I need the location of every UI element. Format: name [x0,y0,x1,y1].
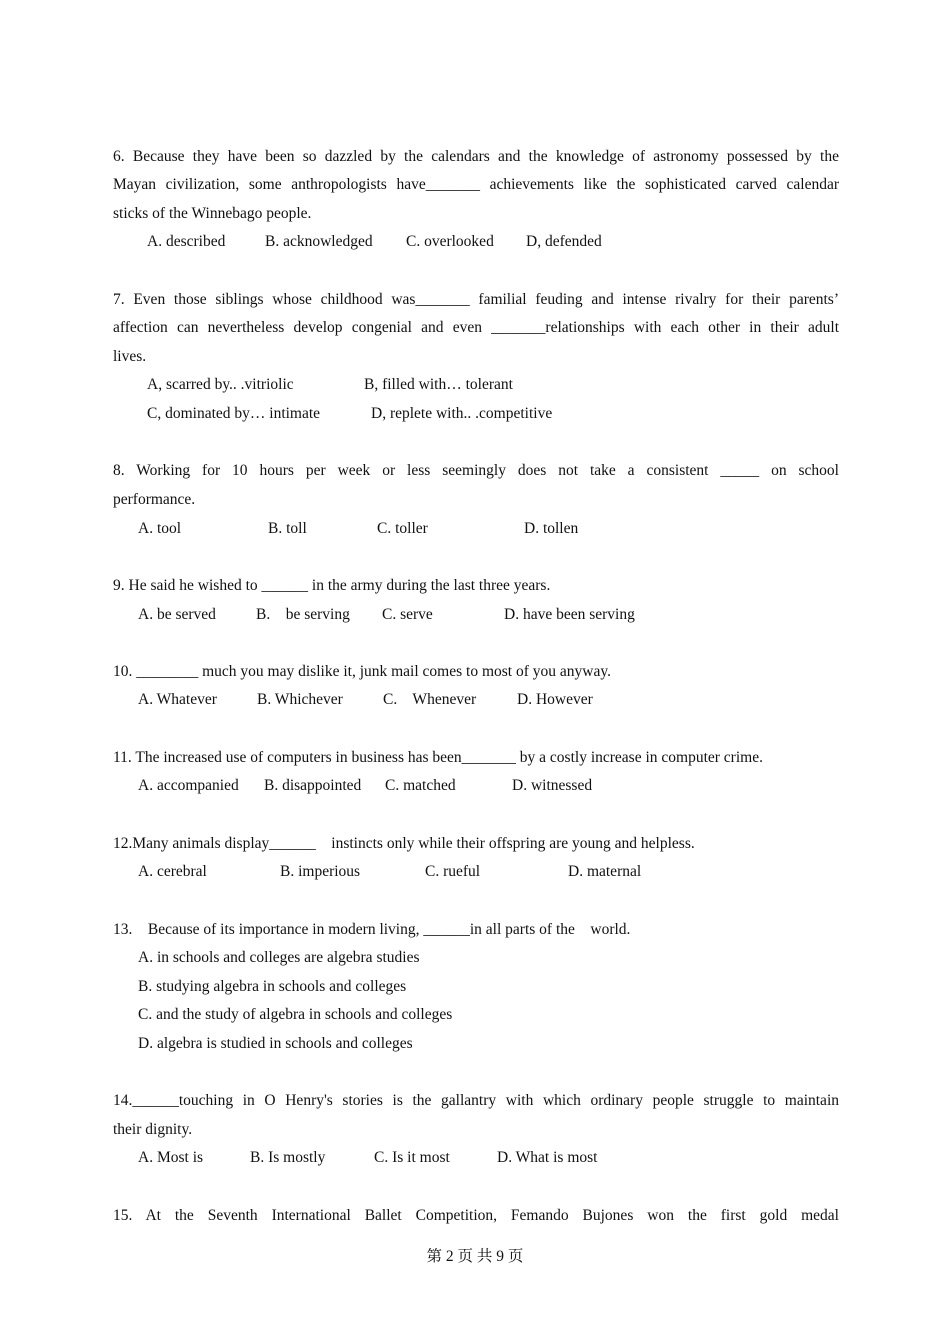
q9-option-a: A. be served [138,606,216,623]
q9-option-c: C. serve [382,606,433,623]
q7-option-a: A, scarred by.. .vitriolic [147,376,294,393]
q7-option-c: C, dominated by… intimate [147,405,321,422]
q9-option-b: B. be serving [256,606,350,623]
q7-line-1: 7. Even those siblings whose childhood was_______ familial feuding and intense rivalry for their parents’ [113,291,839,308]
q7-option-d: D, replete with.. .competitive [371,405,553,422]
q10-line-1: 10. ________ much you may dislike it, junk mail comes to most of you anyway. [113,663,611,680]
q6-line-1: 6. Because they have been so dazzled by the calendars and the knowledge of astronomy possessed by the [113,148,839,165]
q13-option-a: A. in schools and colleges are algebra studies [138,949,420,966]
q8-option-d: D. tollen [524,520,579,537]
q8-line-1: 8. Working for 10 hours per week or less seemingly does not take a consistent _____ on school [113,462,839,479]
q6-option-b: B. acknowledged [265,233,373,250]
q14-line-2: their dignity. [113,1121,193,1138]
q8-option-c: C. toller [377,520,428,537]
q7-line-3: lives. [113,348,147,365]
q13-option-d: D. algebra is studied in schools and colleges [138,1035,413,1052]
q9-option-d: D. have been serving [504,606,635,623]
q14-option-c: C. Is it most [374,1149,450,1166]
q12-option-a: A. cerebral [138,863,207,880]
q10-option-a: A. Whatever [138,691,217,708]
q13-option-c: C. and the study of algebra in schools and colleges [138,1006,453,1023]
q6-line-2: Mayan civilization, some anthropologists have_______ achievements like the sophisticated carved calendar [113,176,839,193]
q11-option-c: C. matched [385,777,456,794]
q10-option-d: D. However [517,691,593,708]
q6-line-3: sticks of the Winnebago people. [113,205,312,222]
q14-option-d: D. What is most [497,1149,598,1166]
q13-option-b: B. studying algebra in schools and colleges [138,978,407,995]
q11-option-a: A. accompanied [138,777,239,794]
q9-line-1: 9. He said he wished to ______ in the army during the last three years. [113,577,551,594]
q15-line-1: 15. At the Seventh International Ballet Competition, Femando Bujones won the first gold medal [113,1207,839,1224]
q6-option-c: C. overlooked [406,233,494,250]
q6-option-a: A. described [147,233,226,250]
q12-option-d: D. maternal [568,863,642,880]
q6-option-d: D, defended [526,233,602,250]
q14-option-a: A. Most is [138,1149,204,1166]
q13-line-1: 13. Because of its importance in modern living, ______in all parts of the world. [113,921,631,938]
q11-line-1: 11. The increased use of computers in business has been_______ by a costly increase in computer crime. [113,749,763,766]
q11-option-b: B. disappointed [264,777,362,794]
q10-option-c: C. Whenever [383,691,477,708]
q12-line-1: 12.Many animals display______ instincts only while their offspring are young and helpless. [113,835,695,852]
q8-option-b: B. toll [268,520,307,537]
page-number-footer: 第 2 页 共 9 页 [426,1248,524,1265]
q8-line-2: performance. [113,491,196,508]
q14-option-b: B. Is mostly [250,1149,326,1166]
q12-option-b: B. imperious [280,863,361,880]
q12-option-c: C. rueful [425,863,481,880]
q8-option-a: A. tool [138,520,182,537]
q10-option-b: B. Whichever [257,691,343,708]
q11-option-d: D. witnessed [512,777,593,794]
q7-line-2: affection can nevertheless develop congenial and even _______relationships with each other in their adult [113,319,839,336]
q14-line-1: 14.______touching in O Henry's stories is the gallantry with which ordinary people struggle to maintain [113,1092,839,1109]
q7-option-b: B, filled with… tolerant [364,376,513,393]
